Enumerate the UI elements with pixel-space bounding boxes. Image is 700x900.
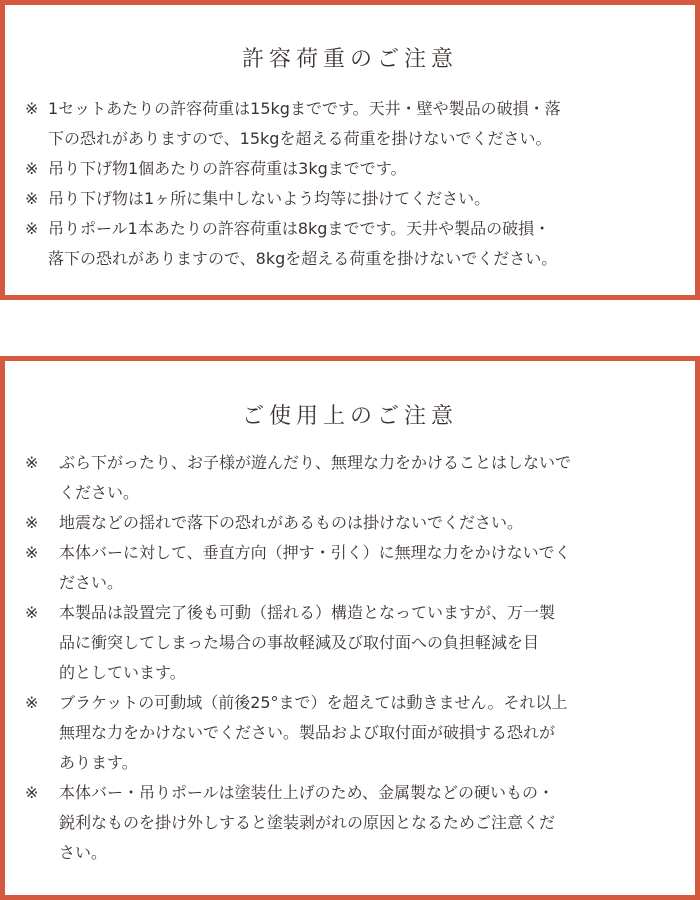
usage-note-item [25,598,677,688]
note-mark: ※ [25,99,39,118]
note-mark: ※ [25,159,39,178]
note-mark: ※ [25,543,39,562]
load-note-item [25,94,679,154]
note-mark: ※ [25,693,39,712]
usage-note-item [25,778,677,868]
load-note-item [25,184,679,214]
note-text: 1セットあたりの許容荷重は15kgまでです。天井・壁や製品の破損・落 下の恐れがありますので、15kgを超える荷重を掛けないでください。 [48,99,561,148]
load-capacity-notice-panel [0,0,700,300]
usage-notice-title: ご使用上のご注意 [241,404,458,429]
usage-note-item [25,538,677,598]
note-mark: ※ [25,783,39,802]
note-text: ブラケットの可動域（前後25°まで）を超えては動きません。それ以上 無理な力をかけないでください。製品および取付面が破損する恐れが あります。 [59,693,568,772]
usage-notice-list [5,448,695,868]
usage-note-item [25,448,677,508]
note-text: 本体バーに対して、垂直方向（押す・引く）に無理な力をかけないでく ださい。 [59,543,571,592]
note-mark: ※ [25,513,39,532]
note-mark: ※ [25,603,39,622]
note-mark: ※ [25,453,39,472]
usage-note-item [25,508,677,538]
load-note-item [25,154,679,184]
note-text: 吊りポール1本あたりの許容荷重は8kgまでです。天井や製品の破損・ 落下の恐れがありますので、8kgを超える荷重を掛けないでください。 [48,219,558,268]
note-text: 吊り下げ物は1ヶ所に集中しないよう均等に掛けてください。 [48,189,491,208]
note-text: ぶら下がったり、お子様が遊んだり、無理な力をかけることはしないで ください。 [59,453,572,502]
note-text: 地震などの揺れで落下の恐れがあるものは掛けないでください。 [59,513,524,532]
load-note-item [25,214,679,274]
usage-note-item [25,688,677,778]
note-mark: ※ [25,219,39,238]
note-text: 本体バー・吊りポールは塗装仕上げのため、金属製などの硬いもの・ 鋭利なものを掛け外しすると塗装剥がれの原因となるためご注意くだ さい。 [59,783,556,862]
load-capacity-notice-title: 許容荷重のご注意 [241,47,458,72]
note-text: 本製品は設置完了後も可動（揺れる）構造となっていますが、万一製 品に衝突してしまった場合の事故軽減及び取付面への負担軽減を目 的としています。 [59,603,556,682]
note-text: 吊り下げ物1個あたりの許容荷重は3kgまでです。 [48,159,407,178]
load-capacity-notice-list [5,94,695,274]
usage-notice-panel [0,356,700,900]
note-mark: ※ [25,189,39,208]
